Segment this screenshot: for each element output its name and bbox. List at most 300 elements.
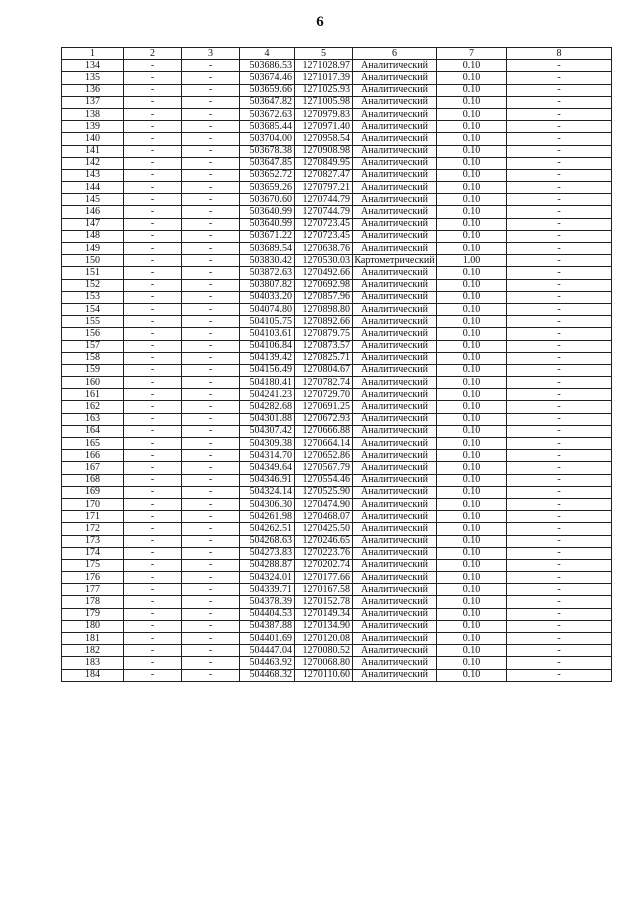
cell-col-3: - xyxy=(182,60,240,72)
cell-col-3: - xyxy=(182,425,240,437)
column-header: 3 xyxy=(182,48,240,60)
method-cell: Аналитический xyxy=(353,267,437,279)
point-number-cell: 141 xyxy=(62,145,124,157)
table-row xyxy=(62,133,612,145)
y-coordinate-cell: 1270492.66 xyxy=(295,267,353,279)
accuracy-cell: 0.10 xyxy=(437,620,507,632)
cell-col-8: - xyxy=(507,535,612,547)
cell-col-3: - xyxy=(182,84,240,96)
x-coordinate-cell: 503672.63 xyxy=(240,108,295,120)
column-header: 5 xyxy=(295,48,353,60)
cell-col-2: - xyxy=(124,60,182,72)
table-row xyxy=(62,633,612,645)
table-row xyxy=(62,108,612,120)
accuracy-cell: 0.10 xyxy=(437,169,507,181)
method-cell: Аналитический xyxy=(353,364,437,376)
x-coordinate-cell: 504314.70 xyxy=(240,450,295,462)
cell-col-2: - xyxy=(124,291,182,303)
x-coordinate-cell: 503640.99 xyxy=(240,218,295,230)
cell-col-8: - xyxy=(507,206,612,218)
cell-col-2: - xyxy=(124,559,182,571)
x-coordinate-cell: 504268.63 xyxy=(240,535,295,547)
x-coordinate-cell: 503807.82 xyxy=(240,279,295,291)
method-cell: Аналитический xyxy=(353,535,437,547)
cell-col-3: - xyxy=(182,413,240,425)
cell-col-3: - xyxy=(182,133,240,145)
y-coordinate-cell: 1270825.71 xyxy=(295,352,353,364)
method-cell: Аналитический xyxy=(353,498,437,510)
cell-col-8: - xyxy=(507,474,612,486)
accuracy-cell: 0.10 xyxy=(437,559,507,571)
cell-col-2: - xyxy=(124,657,182,669)
table-row xyxy=(62,218,612,230)
cell-col-3: - xyxy=(182,255,240,267)
cell-col-8: - xyxy=(507,267,612,279)
accuracy-cell: 0.10 xyxy=(437,60,507,72)
point-number-cell: 153 xyxy=(62,291,124,303)
table-row xyxy=(62,96,612,108)
x-coordinate-cell: 504346.91 xyxy=(240,474,295,486)
y-coordinate-cell: 1270892.66 xyxy=(295,316,353,328)
cell-col-2: - xyxy=(124,206,182,218)
cell-col-8: - xyxy=(507,401,612,413)
accuracy-cell: 0.10 xyxy=(437,303,507,315)
table-row xyxy=(62,584,612,596)
method-cell: Аналитический xyxy=(353,316,437,328)
y-coordinate-cell: 1270797.21 xyxy=(295,182,353,194)
table-row xyxy=(62,474,612,486)
method-cell: Аналитический xyxy=(353,303,437,315)
y-coordinate-cell: 1271028.97 xyxy=(295,60,353,72)
y-coordinate-cell: 1270134.90 xyxy=(295,620,353,632)
table-row xyxy=(62,121,612,133)
point-number-cell: 138 xyxy=(62,108,124,120)
column-header: 6 xyxy=(353,48,437,60)
point-number-cell: 152 xyxy=(62,279,124,291)
cell-col-8: - xyxy=(507,303,612,315)
cell-col-8: - xyxy=(507,255,612,267)
cell-col-3: - xyxy=(182,218,240,230)
cell-col-3: - xyxy=(182,669,240,681)
cell-col-3: - xyxy=(182,364,240,376)
cell-col-3: - xyxy=(182,328,240,340)
method-cell: Аналитический xyxy=(353,620,437,632)
accuracy-cell: 0.10 xyxy=(437,243,507,255)
cell-col-3: - xyxy=(182,303,240,315)
point-number-cell: 170 xyxy=(62,498,124,510)
accuracy-cell: 0.10 xyxy=(437,425,507,437)
cell-col-8: - xyxy=(507,572,612,584)
y-coordinate-cell: 1270672.93 xyxy=(295,413,353,425)
point-number-cell: 150 xyxy=(62,255,124,267)
table-row xyxy=(62,389,612,401)
table-row xyxy=(62,328,612,340)
cell-col-2: - xyxy=(124,84,182,96)
x-coordinate-cell: 504288.87 xyxy=(240,559,295,571)
method-cell: Аналитический xyxy=(353,145,437,157)
table-row xyxy=(62,608,612,620)
x-coordinate-cell: 504447.04 xyxy=(240,645,295,657)
point-number-cell: 140 xyxy=(62,133,124,145)
x-coordinate-cell: 503647.82 xyxy=(240,96,295,108)
y-coordinate-cell: 1270567.79 xyxy=(295,462,353,474)
method-cell: Аналитический xyxy=(353,206,437,218)
cell-col-2: - xyxy=(124,96,182,108)
accuracy-cell: 0.10 xyxy=(437,608,507,620)
cell-col-2: - xyxy=(124,194,182,206)
cell-col-2: - xyxy=(124,133,182,145)
cell-col-3: - xyxy=(182,291,240,303)
table-row xyxy=(62,182,612,194)
accuracy-cell: 0.10 xyxy=(437,523,507,535)
method-cell: Аналитический xyxy=(353,243,437,255)
x-coordinate-cell: 503704.00 xyxy=(240,133,295,145)
method-cell: Аналитический xyxy=(353,389,437,401)
cell-col-2: - xyxy=(124,182,182,194)
cell-col-8: - xyxy=(507,108,612,120)
accuracy-cell: 0.10 xyxy=(437,645,507,657)
cell-col-8: - xyxy=(507,620,612,632)
table-row xyxy=(62,230,612,242)
cell-col-8: - xyxy=(507,438,612,450)
cell-col-2: - xyxy=(124,572,182,584)
cell-col-8: - xyxy=(507,133,612,145)
x-coordinate-cell: 504306.30 xyxy=(240,498,295,510)
method-cell: Аналитический xyxy=(353,96,437,108)
point-number-cell: 147 xyxy=(62,218,124,230)
x-coordinate-cell: 503670.60 xyxy=(240,194,295,206)
cell-col-3: - xyxy=(182,450,240,462)
table-row xyxy=(62,255,612,267)
x-coordinate-cell: 504401.69 xyxy=(240,633,295,645)
point-number-cell: 177 xyxy=(62,584,124,596)
x-coordinate-cell: 504387.88 xyxy=(240,620,295,632)
accuracy-cell: 0.10 xyxy=(437,291,507,303)
table-row xyxy=(62,438,612,450)
accuracy-cell: 0.10 xyxy=(437,157,507,169)
cell-col-3: - xyxy=(182,377,240,389)
method-cell: Аналитический xyxy=(353,608,437,620)
x-coordinate-cell: 504378.39 xyxy=(240,596,295,608)
cell-col-8: - xyxy=(507,633,612,645)
cell-col-2: - xyxy=(124,608,182,620)
method-cell: Аналитический xyxy=(353,486,437,498)
point-number-cell: 134 xyxy=(62,60,124,72)
cell-col-3: - xyxy=(182,535,240,547)
cell-col-8: - xyxy=(507,145,612,157)
cell-col-3: - xyxy=(182,206,240,218)
table-row xyxy=(62,291,612,303)
x-coordinate-cell: 504139.42 xyxy=(240,352,295,364)
x-coordinate-cell: 504468.32 xyxy=(240,669,295,681)
cell-col-3: - xyxy=(182,230,240,242)
cell-col-8: - xyxy=(507,645,612,657)
x-coordinate-cell: 504261.98 xyxy=(240,511,295,523)
x-coordinate-cell: 504273.83 xyxy=(240,547,295,559)
y-coordinate-cell: 1270530.03 xyxy=(295,255,353,267)
cell-col-2: - xyxy=(124,352,182,364)
accuracy-cell: 0.10 xyxy=(437,121,507,133)
table-row xyxy=(62,145,612,157)
cell-col-8: - xyxy=(507,182,612,194)
method-cell: Аналитический xyxy=(353,84,437,96)
table-row xyxy=(62,364,612,376)
y-coordinate-cell: 1270692.98 xyxy=(295,279,353,291)
y-coordinate-cell: 1270804.67 xyxy=(295,364,353,376)
cell-col-3: - xyxy=(182,657,240,669)
cell-col-2: - xyxy=(124,425,182,437)
accuracy-cell: 1.00 xyxy=(437,255,507,267)
y-coordinate-cell: 1270691.25 xyxy=(295,401,353,413)
method-cell: Аналитический xyxy=(353,584,437,596)
accuracy-cell: 0.10 xyxy=(437,389,507,401)
accuracy-cell: 0.10 xyxy=(437,279,507,291)
table-row xyxy=(62,413,612,425)
point-number-cell: 146 xyxy=(62,206,124,218)
x-coordinate-cell: 503659.66 xyxy=(240,84,295,96)
table-row xyxy=(62,535,612,547)
accuracy-cell: 0.10 xyxy=(437,352,507,364)
table-row xyxy=(62,72,612,84)
cell-col-3: - xyxy=(182,474,240,486)
point-number-cell: 175 xyxy=(62,559,124,571)
cell-col-8: - xyxy=(507,96,612,108)
cell-col-3: - xyxy=(182,523,240,535)
method-cell: Аналитический xyxy=(353,60,437,72)
cell-col-8: - xyxy=(507,413,612,425)
cell-col-2: - xyxy=(124,633,182,645)
y-coordinate-cell: 1270468.07 xyxy=(295,511,353,523)
cell-col-2: - xyxy=(124,121,182,133)
cell-col-3: - xyxy=(182,572,240,584)
accuracy-cell: 0.10 xyxy=(437,535,507,547)
accuracy-cell: 0.10 xyxy=(437,547,507,559)
table-row xyxy=(62,547,612,559)
method-cell: Аналитический xyxy=(353,474,437,486)
cell-col-3: - xyxy=(182,486,240,498)
y-coordinate-cell: 1270202.74 xyxy=(295,559,353,571)
cell-col-2: - xyxy=(124,340,182,352)
point-number-cell: 167 xyxy=(62,462,124,474)
method-cell: Аналитический xyxy=(353,572,437,584)
cell-col-3: - xyxy=(182,596,240,608)
accuracy-cell: 0.10 xyxy=(437,182,507,194)
table-row xyxy=(62,572,612,584)
x-coordinate-cell: 503659.26 xyxy=(240,182,295,194)
cell-col-8: - xyxy=(507,547,612,559)
cell-col-2: - xyxy=(124,645,182,657)
cell-col-8: - xyxy=(507,559,612,571)
method-cell: Аналитический xyxy=(353,340,437,352)
x-coordinate-cell: 504404.53 xyxy=(240,608,295,620)
cell-col-3: - xyxy=(182,279,240,291)
x-coordinate-cell: 503689.54 xyxy=(240,243,295,255)
cell-col-8: - xyxy=(507,462,612,474)
point-number-cell: 145 xyxy=(62,194,124,206)
cell-col-3: - xyxy=(182,559,240,571)
cell-col-2: - xyxy=(124,620,182,632)
x-coordinate-cell: 504301.88 xyxy=(240,413,295,425)
cell-col-2: - xyxy=(124,413,182,425)
cell-col-8: - xyxy=(507,230,612,242)
cell-col-2: - xyxy=(124,377,182,389)
column-header: 4 xyxy=(240,48,295,60)
cell-col-8: - xyxy=(507,584,612,596)
table-row xyxy=(62,523,612,535)
method-cell: Аналитический xyxy=(353,511,437,523)
method-cell: Аналитический xyxy=(353,133,437,145)
method-cell: Аналитический xyxy=(353,559,437,571)
cell-col-8: - xyxy=(507,377,612,389)
y-coordinate-cell: 1270873.57 xyxy=(295,340,353,352)
y-coordinate-cell: 1270177.66 xyxy=(295,572,353,584)
x-coordinate-cell: 504307.42 xyxy=(240,425,295,437)
y-coordinate-cell: 1270246.65 xyxy=(295,535,353,547)
accuracy-cell: 0.10 xyxy=(437,218,507,230)
cell-col-2: - xyxy=(124,243,182,255)
cell-col-3: - xyxy=(182,194,240,206)
table-row xyxy=(62,486,612,498)
point-number-cell: 148 xyxy=(62,230,124,242)
cell-col-8: - xyxy=(507,389,612,401)
table-row xyxy=(62,267,612,279)
y-coordinate-cell: 1270908.98 xyxy=(295,145,353,157)
cell-col-2: - xyxy=(124,389,182,401)
method-cell: Аналитический xyxy=(353,377,437,389)
point-number-cell: 162 xyxy=(62,401,124,413)
y-coordinate-cell: 1270525.90 xyxy=(295,486,353,498)
point-number-cell: 154 xyxy=(62,303,124,315)
table-row xyxy=(62,352,612,364)
column-header: 2 xyxy=(124,48,182,60)
y-coordinate-cell: 1270971.40 xyxy=(295,121,353,133)
cell-col-8: - xyxy=(507,523,612,535)
cell-col-3: - xyxy=(182,511,240,523)
accuracy-cell: 0.10 xyxy=(437,413,507,425)
table-row xyxy=(62,462,612,474)
y-coordinate-cell: 1270425.50 xyxy=(295,523,353,535)
y-coordinate-cell: 1270068.80 xyxy=(295,657,353,669)
cell-col-8: - xyxy=(507,364,612,376)
accuracy-cell: 0.10 xyxy=(437,108,507,120)
accuracy-cell: 0.10 xyxy=(437,96,507,108)
method-cell: Картометрический xyxy=(354,254,435,266)
point-number-cell: 149 xyxy=(62,243,124,255)
cell-col-8: - xyxy=(507,60,612,72)
cell-col-2: - xyxy=(124,511,182,523)
table-row xyxy=(62,425,612,437)
table-row xyxy=(62,303,612,315)
cell-col-8: - xyxy=(507,169,612,181)
accuracy-cell: 0.10 xyxy=(437,316,507,328)
cell-col-3: - xyxy=(182,620,240,632)
cell-col-3: - xyxy=(182,96,240,108)
y-coordinate-cell: 1270652.86 xyxy=(295,450,353,462)
cell-col-3: - xyxy=(182,438,240,450)
cell-col-2: - xyxy=(124,364,182,376)
x-coordinate-cell: 504106.84 xyxy=(240,340,295,352)
x-coordinate-cell: 504339.71 xyxy=(240,584,295,596)
y-coordinate-cell: 1270474.90 xyxy=(295,498,353,510)
method-cell: Аналитический xyxy=(353,425,437,437)
x-coordinate-cell: 503671.22 xyxy=(240,230,295,242)
accuracy-cell: 0.10 xyxy=(437,572,507,584)
cell-col-3: - xyxy=(182,352,240,364)
cell-col-8: - xyxy=(507,657,612,669)
cell-col-3: - xyxy=(182,157,240,169)
cell-col-8: - xyxy=(507,596,612,608)
cell-col-2: - xyxy=(124,157,182,169)
y-coordinate-cell: 1270827.47 xyxy=(295,169,353,181)
point-number-cell: 171 xyxy=(62,511,124,523)
table-row xyxy=(62,596,612,608)
table-row xyxy=(62,450,612,462)
method-cell: Аналитический xyxy=(353,633,437,645)
y-coordinate-cell: 1270152.78 xyxy=(295,596,353,608)
cell-col-3: - xyxy=(182,584,240,596)
cell-col-8: - xyxy=(507,352,612,364)
cell-col-8: - xyxy=(507,498,612,510)
x-coordinate-cell: 504033.20 xyxy=(240,291,295,303)
cell-col-2: - xyxy=(124,169,182,181)
table-row xyxy=(62,498,612,510)
cell-col-2: - xyxy=(124,303,182,315)
cell-col-8: - xyxy=(507,486,612,498)
coordinates-table xyxy=(61,47,612,682)
point-number-cell: 156 xyxy=(62,328,124,340)
accuracy-cell: 0.10 xyxy=(437,267,507,279)
cell-col-2: - xyxy=(124,438,182,450)
accuracy-cell: 0.10 xyxy=(437,511,507,523)
x-coordinate-cell: 504262.51 xyxy=(240,523,295,535)
x-coordinate-cell: 503640.99 xyxy=(240,206,295,218)
y-coordinate-cell: 1271005.98 xyxy=(295,96,353,108)
accuracy-cell: 0.10 xyxy=(437,206,507,218)
y-coordinate-cell: 1270664.14 xyxy=(295,438,353,450)
x-coordinate-cell: 504282.68 xyxy=(240,401,295,413)
x-coordinate-cell: 503830.42 xyxy=(240,255,295,267)
x-coordinate-cell: 504309.38 xyxy=(240,438,295,450)
cell-col-2: - xyxy=(124,462,182,474)
method-cell: Аналитический xyxy=(353,657,437,669)
cell-col-3: - xyxy=(182,108,240,120)
column-header: 1 xyxy=(62,48,124,60)
accuracy-cell: 0.10 xyxy=(437,340,507,352)
cell-col-2: - xyxy=(124,547,182,559)
method-cell: Аналитический xyxy=(353,401,437,413)
cell-col-2: - xyxy=(124,328,182,340)
point-number-cell: 179 xyxy=(62,608,124,620)
method-cell: Аналитический xyxy=(353,352,437,364)
method-cell: Аналитический xyxy=(353,218,437,230)
accuracy-cell: 0.10 xyxy=(437,596,507,608)
cell-col-3: - xyxy=(182,645,240,657)
point-number-cell: 139 xyxy=(62,121,124,133)
table-row xyxy=(62,377,612,389)
y-coordinate-cell: 1270723.45 xyxy=(295,218,353,230)
cell-col-2: - xyxy=(124,669,182,681)
page-number: 6 xyxy=(316,14,324,30)
point-number-cell: 142 xyxy=(62,157,124,169)
y-coordinate-cell: 1270979.83 xyxy=(295,108,353,120)
table-row xyxy=(62,401,612,413)
accuracy-cell: 0.10 xyxy=(437,377,507,389)
x-coordinate-cell: 503652.72 xyxy=(240,169,295,181)
y-coordinate-cell: 1270080.52 xyxy=(295,645,353,657)
x-coordinate-cell: 504324.01 xyxy=(240,572,295,584)
x-coordinate-cell: 503674.46 xyxy=(240,72,295,84)
point-number-cell: 136 xyxy=(62,84,124,96)
